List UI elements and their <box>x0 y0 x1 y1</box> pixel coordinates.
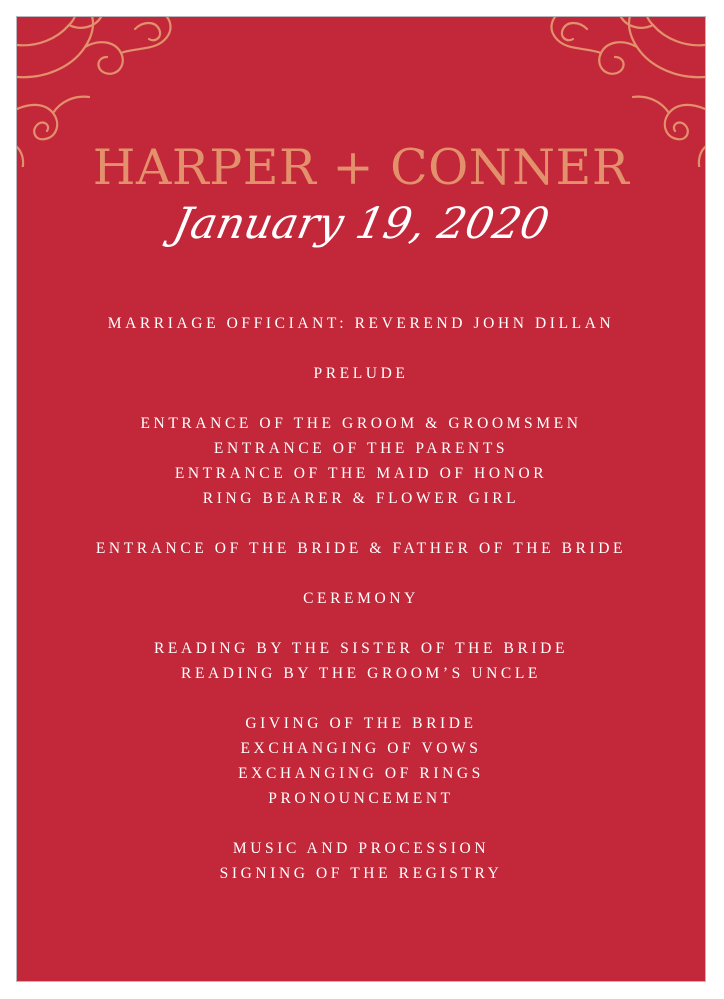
program-section <box>17 636 705 686</box>
program-item: EXCHANGING OF VOWS <box>240 740 482 757</box>
program-section <box>17 836 705 886</box>
program-section <box>17 411 705 511</box>
program-section <box>17 361 705 386</box>
program-list <box>17 311 705 911</box>
program-section <box>17 311 705 336</box>
program-item: ENTRANCE OF THE GROOM & GROOMSMEN <box>140 415 582 432</box>
program-item: SIGNING OF THE REGISTRY <box>219 865 503 882</box>
couple-names: HARPER + CONNER <box>92 139 630 196</box>
wedding-date: January 19, 2020 <box>168 199 554 249</box>
program-section <box>17 536 705 561</box>
program-card <box>17 17 705 981</box>
program-item: RING BEARER & FLOWER GIRL <box>202 490 520 507</box>
program-item: CEREMONY <box>303 590 419 607</box>
program-section <box>17 711 705 811</box>
program-section <box>17 586 705 611</box>
program-item: MUSIC AND PROCESSION <box>232 840 490 857</box>
program-item: READING BY THE SISTER OF THE BRIDE <box>153 640 569 657</box>
program-item: PRELUDE <box>313 365 409 382</box>
program-item: ENTRANCE OF THE BRIDE & FATHER OF THE BRIDE <box>95 540 627 557</box>
program-item: READING BY THE GROOM’S UNCLE <box>181 665 541 682</box>
program-item: EXCHANGING OF RINGS <box>238 765 484 782</box>
program-item: ENTRANCE OF THE MAID OF HONOR <box>174 465 548 482</box>
program-item: MARRIAGE OFFICIANT: REVEREND JOHN DILLAN <box>107 315 615 332</box>
program-item: ENTRANCE OF THE PARENTS <box>213 440 509 457</box>
program-item: GIVING OF THE BRIDE <box>245 715 477 732</box>
program-item: PRONOUNCEMENT <box>268 790 454 807</box>
